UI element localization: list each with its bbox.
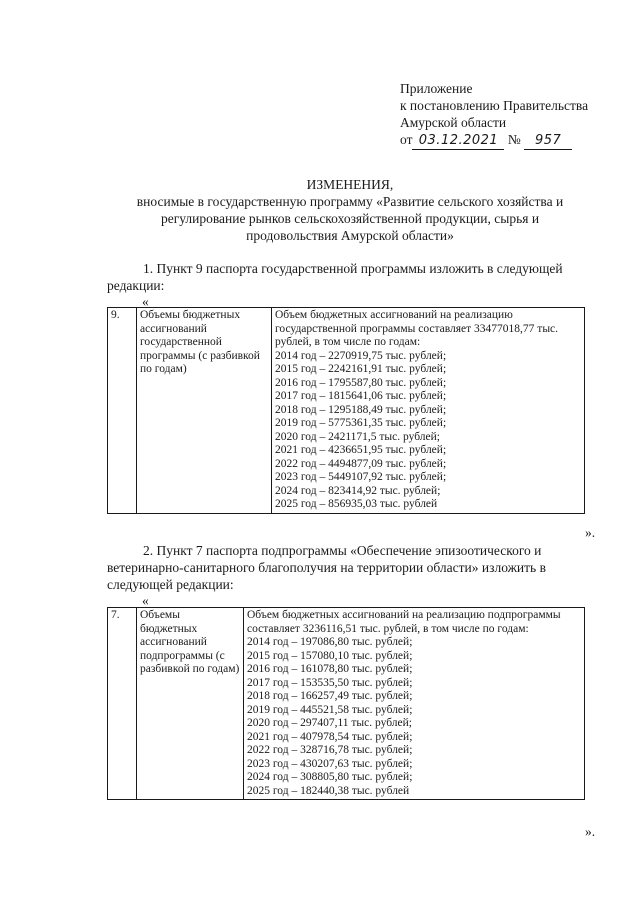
appendix-line-3: Амурской области [400, 115, 507, 130]
year-line: 2021 год – 407978,54 тыс. рублей; [247, 730, 413, 743]
number-prefix: № [507, 132, 521, 147]
year-line: 2018 год – 1295188,49 тыс. рублей; [275, 403, 447, 416]
year-line: 2017 год – 1815641,06 тыс. рублей; [275, 390, 447, 402]
title-line-2: регулирование рынков сельскохозяйственной продукции, сырья и [160, 211, 540, 226]
year-line: 2017 год – 153535,50 тыс. рублей; [247, 676, 413, 689]
title-line-1: вносимые в государственную программу «Развитие сельского хозяйства и [136, 194, 564, 209]
appendix-date-line [400, 131, 630, 150]
summary-line: составляет 3236116,51 тыс. рублей, в том числе по годам: [247, 622, 529, 635]
year-line: 2020 год – 297407,11 тыс. рублей; [247, 717, 412, 729]
summary-line: рублей, в том числе по годам: [275, 336, 421, 348]
year-line: 2022 год – 4494877,09 тыс. рублей; [275, 457, 447, 470]
row-label: Объемы бюджетных ассигнований подпрограммы (с разбивкой по годам) [137, 608, 244, 800]
year-line: 2016 год – 1795587,80 тыс. рублей; [275, 376, 447, 389]
year-line: 2023 год – 430207,63 тыс. рублей; [247, 757, 413, 770]
year-line: 2016 год – 161078,80 тыс. рублей; [247, 663, 413, 675]
document-title [100, 176, 600, 244]
summary-line: Объем бюджетных ассигнований на реализацию [275, 309, 513, 321]
row-number: 9. [108, 308, 137, 514]
section1-close-quote: ». [585, 525, 596, 540]
year-line: 2023 год – 5449107,92 тыс. рублей; [275, 471, 447, 483]
year-line: 2025 год – 856935,03 тыс. рублей [275, 498, 438, 510]
summary-line: государственной программы составляет 33477018,77 тыс. [275, 322, 559, 335]
appendix-line-1: Приложение [400, 81, 473, 96]
section2-intro-line-2: ветеринарно-санитарного благополучия на территории области» изложить в [107, 560, 546, 575]
year-line: 2020 год – 2421171,5 тыс. рублей; [275, 430, 440, 443]
row-label: Объемы бюджетных ассигнований государственной программы (с разбивкой по годам) [137, 308, 272, 514]
year-line: 2019 год – 5775361,35 тыс. рублей; [275, 417, 447, 429]
year-line: 2015 год – 2242161,91 тыс. рублей; [275, 363, 447, 375]
year-line: 2025 год – 182440,38 тыс. рублей [247, 784, 410, 797]
title-heading: ИЗМЕНЕНИЯ, [306, 177, 394, 192]
appendix-block [400, 80, 630, 150]
section1-intro-line-2: редакции: [107, 278, 165, 293]
section1-open-quote: « [142, 294, 149, 309]
date-prefix: от [400, 132, 413, 147]
table-row [108, 608, 585, 800]
number-value: 957 [524, 132, 572, 150]
year-line: 2021 год – 4236651,95 тыс. рублей; [275, 444, 447, 456]
row-content [272, 308, 585, 514]
section2-intro [107, 542, 599, 593]
section1-intro-line-1: 1. Пункт 9 паспорта государственной программы изложить в следующей [143, 261, 563, 276]
section2-intro-line-3: следующей редакции: [107, 577, 234, 592]
section2-open-quote: « [142, 593, 149, 608]
year-line: 2019 год – 445521,58 тыс. рублей; [247, 703, 413, 716]
date-value: 03.12.2021 [412, 132, 504, 150]
year-line: 2022 год – 328716,78 тыс. рублей; [247, 744, 413, 756]
section2-intro-line-1: 2. Пункт 7 паспорта подпрограммы «Обеспечение эпизоотического и [143, 543, 542, 558]
year-line: 2014 год – 2270919,75 тыс. рублей; [275, 349, 447, 362]
row-number: 7. [108, 608, 137, 800]
section2-close-quote: ». [585, 824, 596, 839]
section2-table [107, 607, 585, 800]
summary-line: Объем бюджетных ассигнований на реализацию подпрограммы [247, 609, 561, 621]
year-line: 2014 год – 197086,80 тыс. рублей; [247, 636, 413, 648]
year-line: 2024 год – 823414,92 тыс. рублей; [275, 484, 441, 497]
section1-table [107, 307, 585, 514]
section1-intro [107, 260, 599, 294]
year-line: 2015 год – 157080,10 тыс. рублей; [247, 649, 413, 662]
year-line: 2024 год – 308805,80 тыс. рублей; [247, 771, 413, 783]
row-content [244, 608, 585, 800]
table-row [108, 308, 585, 514]
year-line: 2018 год – 166257,49 тыс. рублей; [247, 690, 413, 702]
appendix-line-2: к постановлению Правительства [400, 98, 589, 113]
title-line-3: продовольствия Амурской области» [246, 228, 454, 243]
